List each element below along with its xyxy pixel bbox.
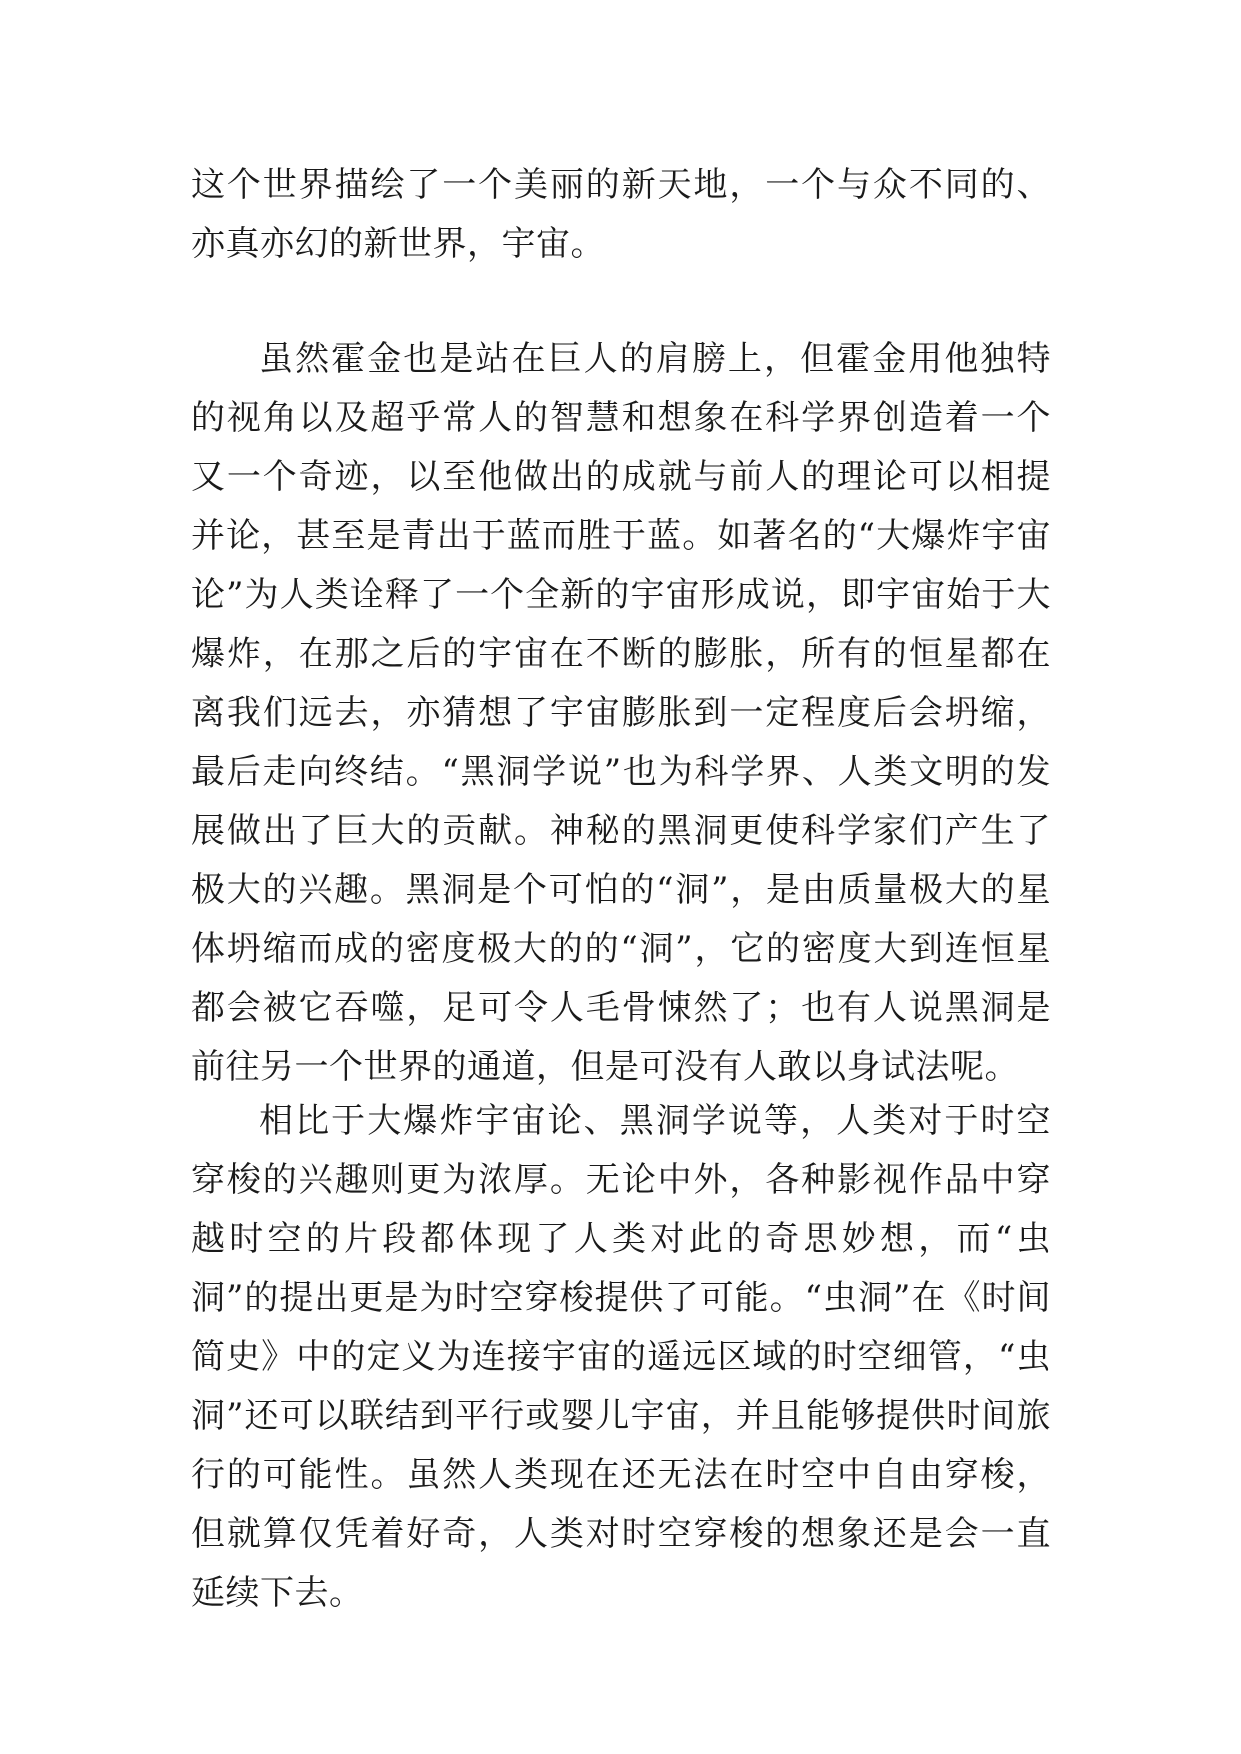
paragraph-universe-intro: 这个世界描绘了一个美丽的新天地，一个与众不同的、亦真亦幻的新世界，宇宙。 (191, 165, 1051, 264)
paragraph-time-travel: 相比于大爆炸宇宙论、黑洞学说等，人类对于时空穿梭的兴趣则更为浓厚。无论中外，各种影视作品中穿越时空的片段都体现了人类对此的奇思妙想，而“虫洞”的提出更是为时空穿梭提供了可能。“虫洞”在《时间简史》中的定义为连接宇宙的遥远区域的时空细管，“虫洞”还可以联结到平行或婴儿宇宙，并且能够提供时间旅行的可能性。虽然人类现在还无法在时空中自由穿梭，但就算仅凭着好奇，人类对时空穿梭的想象还是会一直延续下去。 (191, 1101, 1051, 1613)
paragraph-hawking-theories: 虽然霍金也是站在巨人的肩膀上，但霍金用他独特的视角以及超乎常人的智慧和想象在科学界创造着一个又一个奇迹，以至他做出的成就与前人的理论可以相提并论，甚至是青出于蓝而胜于蓝。如著名的“大爆炸宇宙论”为人类诠释了一个全新的宇宙形成说，即宇宙始于大爆炸，在那之后的宇宙在不断的膨胀，所有的恒星都在离我们远去，亦猜想了宇宙膨胀到一定程度后会坍缩，最后走向终结。“黑洞学说”也为科学界、人类文明的发展做出了巨大的贡献。神秘的黑洞更使科学家们产生了极大的兴趣。黑洞是个可怕的“洞”，是由质量极大的星体坍缩而成的密度极大的的“洞”，它的密度大到连恒星都会被它吞噬，足可令人毛骨悚然了；也有人说黑洞是前往另一个世界的通道，但是可没有人敢以身试法呢。 (191, 339, 1051, 1087)
